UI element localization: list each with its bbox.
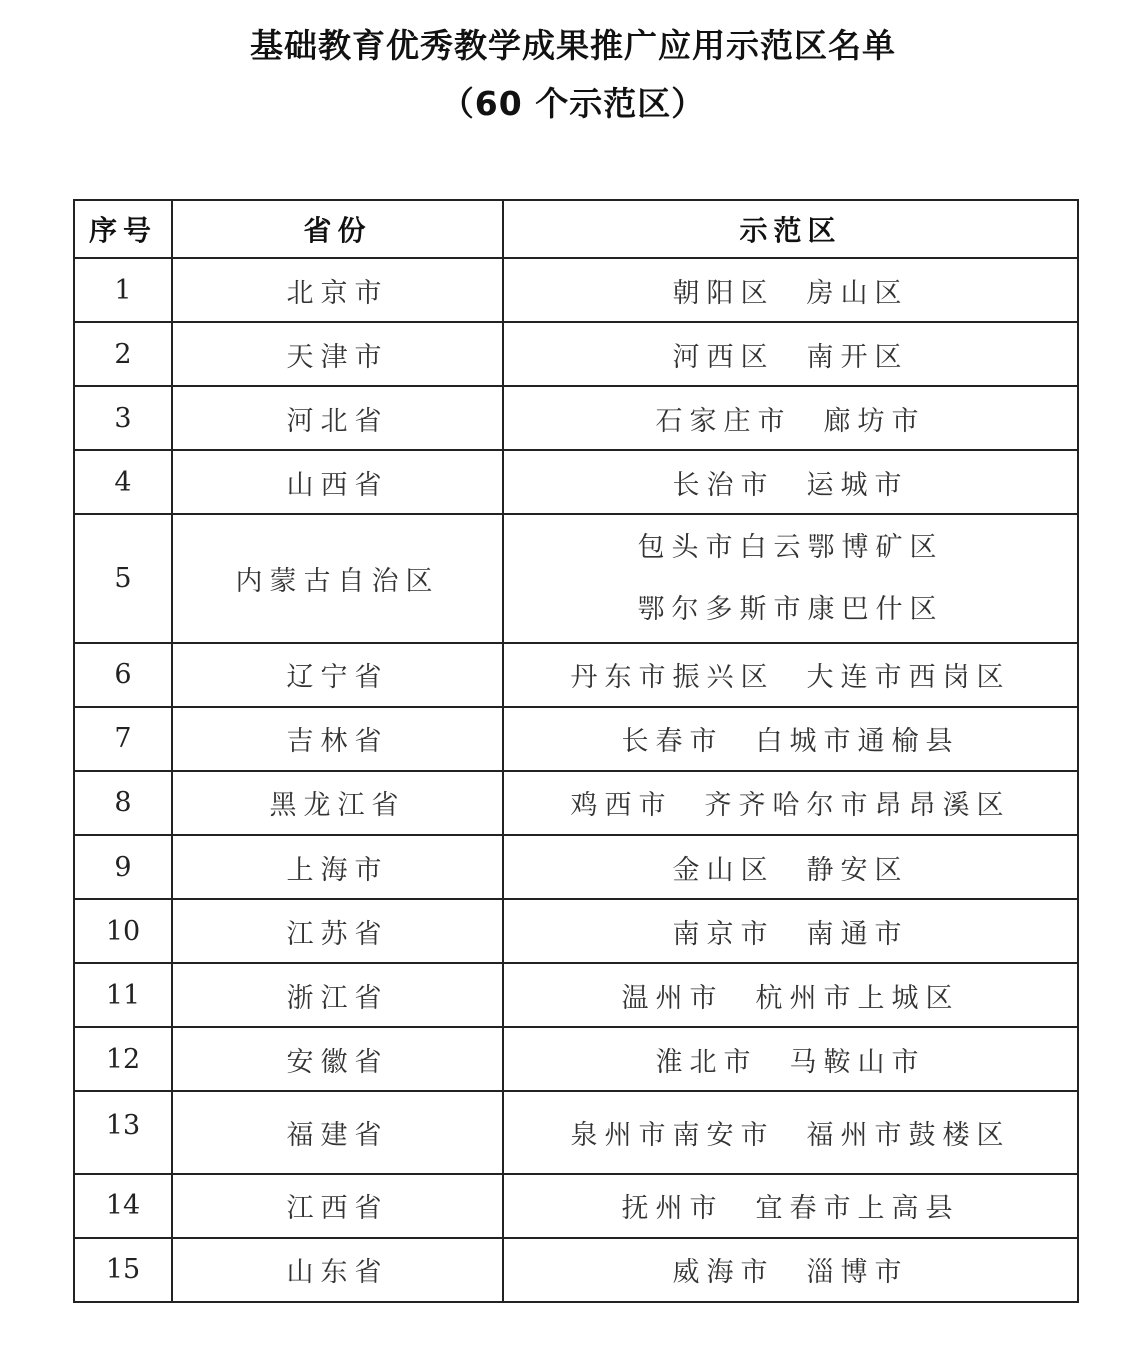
row-zones	[503, 514, 1078, 642]
row-zones	[503, 1238, 1078, 1302]
row-province: 河北省	[172, 386, 503, 450]
row-index: 11	[74, 963, 172, 1027]
zone-name: 南通市	[806, 918, 909, 950]
row-index: 5	[74, 514, 172, 642]
zone-name: 石家庄市	[655, 405, 792, 437]
zone-name: 长春市	[621, 726, 724, 758]
zone-name: 朝阳区	[672, 277, 775, 309]
table-row	[74, 899, 1078, 963]
zone-name: 温州市	[621, 982, 724, 1014]
zone-name: 鸡西市	[570, 790, 673, 822]
table-row	[74, 450, 1078, 514]
table-header-row	[74, 200, 1078, 258]
row-index: 3	[74, 386, 172, 450]
row-zones	[503, 771, 1078, 835]
row-index: 2	[74, 322, 172, 386]
row-province: 吉林省	[172, 707, 503, 771]
zone-name: 宜春市上高县	[755, 1193, 960, 1225]
zone-name: 杭州市上城区	[755, 982, 960, 1014]
zone-name: 房山区	[806, 277, 909, 309]
zone-name: 马鞍山市	[789, 1046, 926, 1078]
row-index: 13	[74, 1091, 172, 1173]
document-subtitle: （60 个示范区）	[440, 84, 706, 123]
row-index: 14	[74, 1174, 172, 1238]
table-row	[74, 963, 1078, 1027]
row-province: 上海市	[172, 835, 503, 899]
demonstration-zone-table	[73, 199, 1079, 1303]
row-zones	[503, 450, 1078, 514]
row-zones	[503, 963, 1078, 1027]
row-province: 辽宁省	[172, 643, 503, 707]
row-zones	[503, 707, 1078, 771]
row-index: 15	[74, 1238, 172, 1302]
row-province: 浙江省	[172, 963, 503, 1027]
header-index: 序号	[74, 200, 172, 258]
row-zones	[503, 1174, 1078, 1238]
table-row	[74, 771, 1078, 835]
row-index: 7	[74, 707, 172, 771]
row-index: 1	[74, 258, 172, 322]
row-zones	[503, 835, 1078, 899]
zone-name: 淄博市	[806, 1257, 909, 1289]
row-zones	[503, 1027, 1078, 1091]
zone-name: 大连市西岗区	[806, 662, 1011, 694]
row-province: 江苏省	[172, 899, 503, 963]
table-row	[74, 835, 1078, 899]
header-zones: 示范区	[503, 200, 1078, 258]
table-row	[74, 707, 1078, 771]
row-province: 山西省	[172, 450, 503, 514]
row-index: 4	[74, 450, 172, 514]
zone-name: 鄂尔多斯市康巴什区	[637, 593, 944, 625]
table-row	[74, 1174, 1078, 1238]
header-province: 省份	[172, 200, 503, 258]
row-province: 安徽省	[172, 1027, 503, 1091]
zone-name: 河西区	[672, 341, 775, 373]
row-index: 10	[74, 899, 172, 963]
table-row	[74, 1027, 1078, 1091]
table-row	[74, 386, 1078, 450]
row-province: 天津市	[172, 322, 503, 386]
table-row	[74, 643, 1078, 707]
row-province: 山东省	[172, 1238, 503, 1302]
row-index: 6	[74, 643, 172, 707]
zone-name: 包头市白云鄂博矿区	[637, 531, 944, 563]
document-title: 基础教育优秀教学成果推广应用示范区名单	[250, 26, 896, 65]
row-index: 12	[74, 1027, 172, 1091]
row-zones	[503, 386, 1078, 450]
zone-name: 淮北市	[655, 1046, 758, 1078]
row-index: 9	[74, 835, 172, 899]
row-zones	[503, 643, 1078, 707]
zone-name: 泉州市南安市	[570, 1120, 775, 1152]
row-zones	[503, 1091, 1078, 1173]
zone-name: 长治市	[672, 469, 775, 501]
table-row	[74, 258, 1078, 322]
row-zones	[503, 258, 1078, 322]
zone-name: 运城市	[806, 469, 909, 501]
zone-name: 南开区	[806, 341, 909, 373]
row-province: 黑龙江省	[172, 771, 503, 835]
row-province: 北京市	[172, 258, 503, 322]
row-zones	[503, 322, 1078, 386]
table-row	[74, 1238, 1078, 1302]
zone-name: 金山区	[672, 854, 775, 886]
table-row	[74, 1091, 1078, 1173]
zone-name: 威海市	[672, 1257, 775, 1289]
row-province: 福建省	[172, 1091, 503, 1173]
zone-name: 丹东市振兴区	[570, 662, 775, 694]
zone-name: 廊坊市	[823, 405, 926, 437]
zone-name: 白城市通榆县	[755, 726, 960, 758]
zone-name: 静安区	[806, 854, 909, 886]
zone-name: 南京市	[672, 918, 775, 950]
table-row	[74, 514, 1078, 642]
row-province: 内蒙古自治区	[172, 514, 503, 642]
row-province: 江西省	[172, 1174, 503, 1238]
zone-name: 抚州市	[621, 1193, 724, 1225]
table-row	[74, 322, 1078, 386]
row-index: 8	[74, 771, 172, 835]
row-zones	[503, 899, 1078, 963]
zone-name: 齐齐哈尔市昂昂溪区	[704, 790, 1011, 822]
zone-name: 福州市鼓楼区	[806, 1120, 1011, 1152]
